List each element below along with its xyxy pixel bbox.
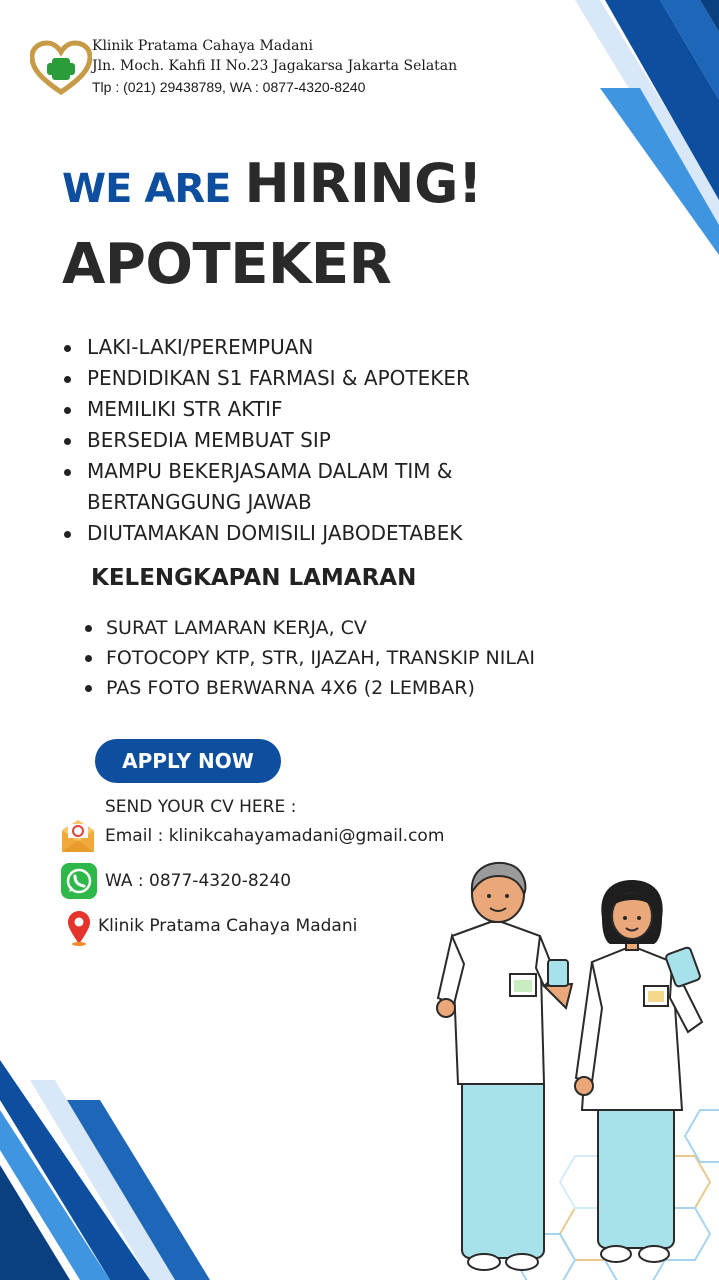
clinic-name: Klinik Pratama Cahaya Madani <box>92 38 313 54</box>
send-cv-label: SEND YOUR CV HERE : <box>105 797 297 817</box>
list-item: DIUTAMAKAN DOMISILI JABODETABEK <box>62 518 532 549</box>
whatsapp-icon <box>60 862 98 900</box>
headline-main: HIRING! <box>244 152 483 215</box>
list-item: BERSEDIA MEMBUAT SIP <box>62 425 532 456</box>
clinic-address: Jln. Moch. Kahfi II No.23 Jagakarsa Jakarta Selatan <box>92 58 458 74</box>
list-item: LAKI-LAKI/PEREMPUAN <box>62 332 532 363</box>
documents-title: KELENGKAPAN LAMARAN <box>91 565 417 591</box>
clinic-header <box>92 36 457 97</box>
headline <box>62 152 482 215</box>
whatsapp-contact[interactable]: WA : 0877-4320-8240 <box>105 871 292 891</box>
cross-horizontal <box>47 63 75 75</box>
list-item: MEMILIKI STR AKTIF <box>62 394 532 425</box>
email-envelope-icon <box>60 818 96 854</box>
apply-now-button[interactable]: APPLY NOW <box>95 739 281 783</box>
clinic-phone: Tlp : (021) 29438789, WA : 0877-4320-8240 <box>92 79 366 95</box>
clinic-logo <box>30 40 92 96</box>
list-item: MAMPU BEKERJASAMA DALAM TIM & BERTANGGUNG JAWAB <box>62 456 532 518</box>
email-contact[interactable]: Email : klinikcahayamadani@gmail.com <box>105 826 445 846</box>
list-item: SURAT LAMARAN KERJA, CV <box>82 613 602 643</box>
female-pharmacist <box>575 880 702 1262</box>
location-contact[interactable]: Klinik Pratama Cahaya Madani <box>98 916 358 936</box>
requirements-list <box>62 332 532 549</box>
list-item: PENDIDIKAN S1 FARMASI & APOTEKER <box>62 363 532 394</box>
documents-list <box>82 613 602 703</box>
list-item: FOTOCOPY KTP, STR, IJAZAH, TRANSKIP NILAI <box>82 643 602 673</box>
pharmacists-illustration <box>432 858 712 1272</box>
position-title: APOTEKER <box>62 232 392 297</box>
headline-lead: WE ARE <box>62 166 231 212</box>
male-pharmacist <box>437 863 572 1270</box>
location-pin-icon <box>66 910 92 946</box>
list-item: PAS FOTO BERWARNA 4X6 (2 LEMBAR) <box>82 673 602 703</box>
